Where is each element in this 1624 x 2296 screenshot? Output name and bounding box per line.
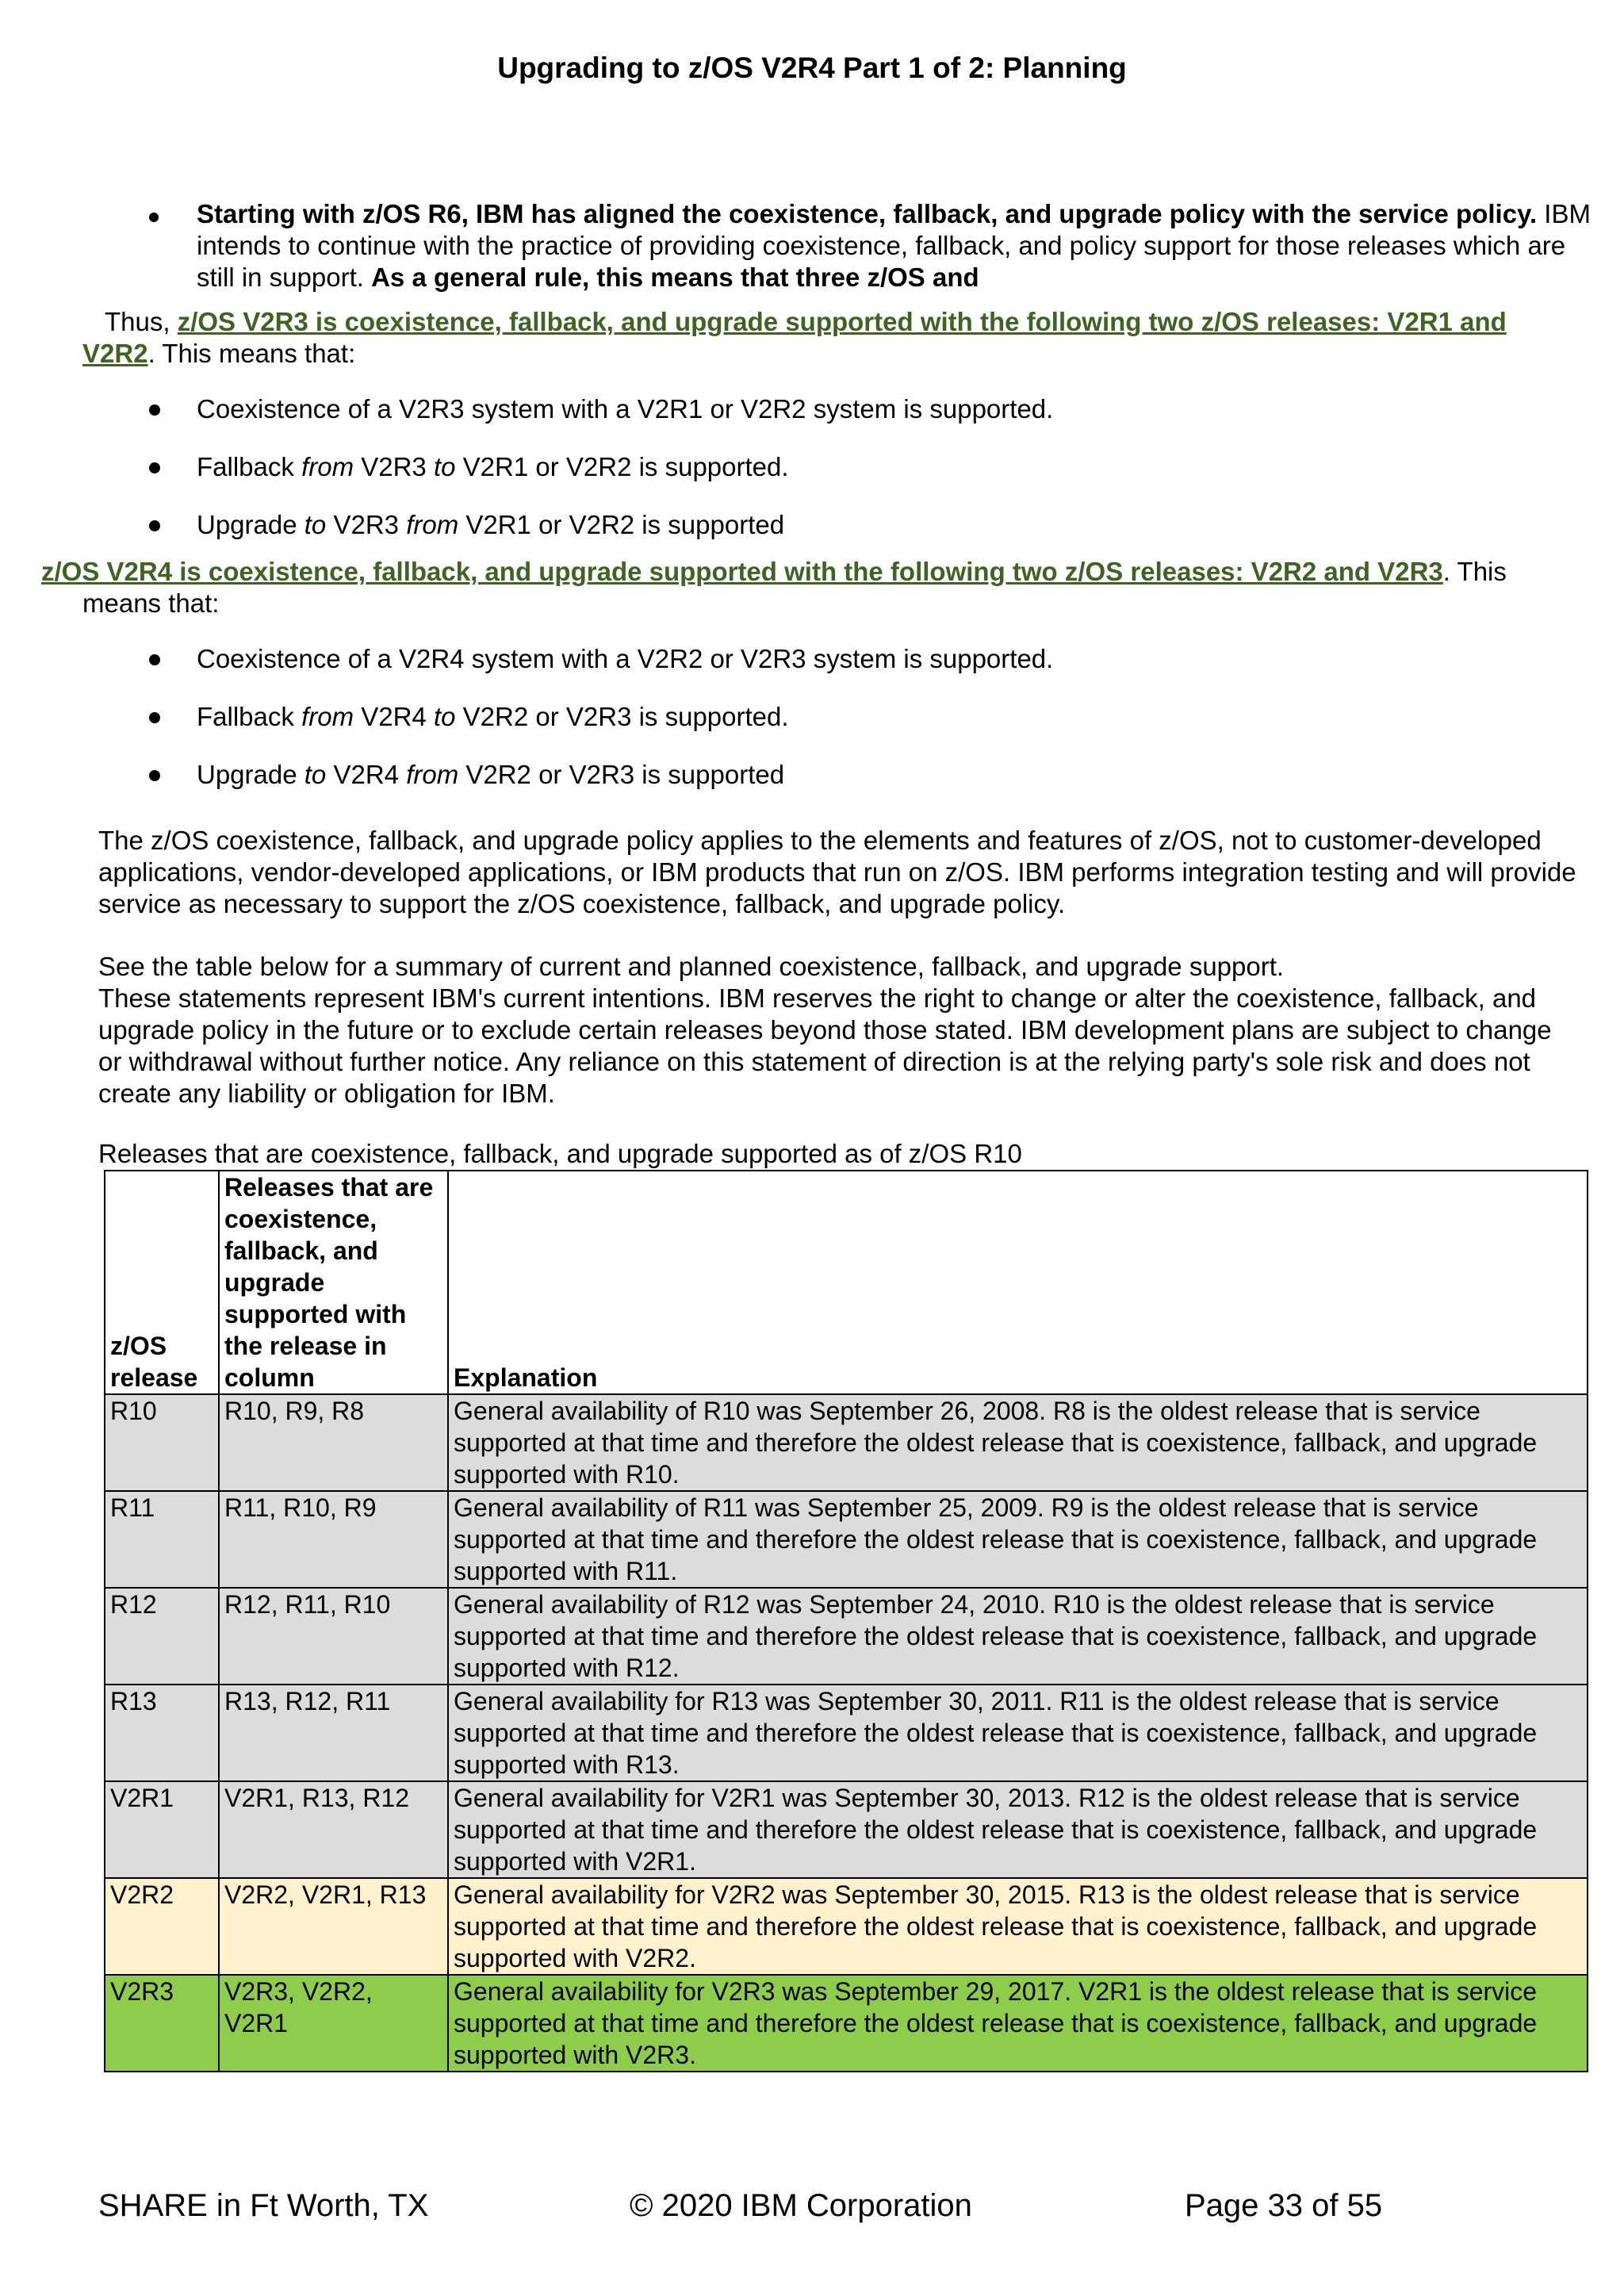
cell-explanation: General availability of R12 was September 24, 2010. R10 is the oldest release that is service supported at that time and therefore the oldest release that is coexistence, fallback, and upgrade supported with R12. (448, 1588, 1588, 1685)
cell-release: R12 (105, 1588, 219, 1685)
bullet-text: Fallback (197, 452, 302, 481)
list-item (197, 393, 1053, 425)
intro-body: IBM intends to continue with the practice of providing coexistence, fallback, and policy support for those releases which are still in support. (197, 199, 1591, 292)
cell-explanation: General availability of R10 was September 26, 2008. R8 is the oldest release that is service supported at that time and therefore the oldest release that is coexistence, fallback, and upgrade supported with R10. (448, 1394, 1588, 1491)
cell-explanation: General availability of R11 was September 25, 2009. R9 is the oldest release that is service supported at that time and therefore the oldest release that is coexistence, fallback, and upgrade supported with R11. (448, 1491, 1588, 1588)
cell-explanation: General availability for R13 was September 30, 2011. R11 is the oldest release that is service supported at that time and therefore the oldest release that is coexistence, fallback, and upgrade supported with R13. (448, 1685, 1588, 1781)
bullet-text: V2R2 or V2R3 is supported. (455, 702, 789, 731)
cell-supported: R12, R11, R10 (219, 1588, 448, 1685)
header-supported: Releases that are coexistence, fallback, and upgrade supported with the release in column (219, 1171, 448, 1394)
bullet-text: V2R3 (326, 510, 407, 539)
bullet-icon (149, 213, 159, 222)
bullet-text: V2R4 (354, 702, 434, 731)
bullet-emphasis: from (406, 510, 459, 539)
v2r4-highlight-link[interactable]: z/OS V2R4 is coexistence, fallback, and upgrade supported with the following two z/OS releases: V2R2 and V2R3 (41, 557, 1443, 586)
header-explanation: Explanation (448, 1171, 1588, 1394)
v2r4-suffix: . This means that: (82, 557, 1507, 618)
v2r3-prefix: Thus, (105, 307, 178, 336)
bullet-emphasis: from (301, 452, 354, 481)
bullet-emphasis: to (433, 452, 456, 481)
header-release: z/OS release (105, 1171, 219, 1394)
v2r3-statement (82, 306, 1510, 370)
v2r3-suffix: . This means that: (147, 339, 356, 368)
cell-release: R11 (105, 1491, 219, 1588)
table-row (105, 1975, 1588, 2072)
v2r3-highlight-link[interactable]: z/OS V2R3 is coexistence, fallback, and upgrade supported with the following two z/OS releases: V2R1 and V2R2 (82, 307, 1507, 368)
policy-paragraph: The z/OS coexistence, fallback, and upgrade policy applies to the elements and features of z/OS, not to customer-developed applications, vendor-developed applications, or IBM products that run on z/OS. IBM performs integration testing and will provide service as necessary to support the z/OS coexistence, fallback, and upgrade policy. (98, 826, 1576, 918)
bullet-icon (149, 520, 160, 531)
footer-left: SHARE in Ft Worth, TX (98, 2188, 429, 2223)
bullet-text: Upgrade (197, 510, 304, 539)
bullet-text: V2R4 (326, 760, 407, 789)
footer-copyright: © 2020 IBM Corporation (630, 2188, 972, 2223)
bullet-text: Coexistence of a V2R3 system with a V2R1 or V2R2 system is supported. (197, 394, 1054, 424)
cell-explanation: General availability for V2R3 was September 29, 2017. V2R1 is the oldest release that is service supported at that time and therefore the oldest release that is coexistence, fallback, and upgrade supported with V2R3. (448, 1975, 1588, 2072)
bullet-text: Upgrade (197, 760, 304, 789)
intro-bold-lead: Starting with z/OS R6, IBM has aligned the coexistence, fallback, and upgrade policy with the service policy. (197, 199, 1538, 228)
cell-release: R10 (105, 1394, 219, 1491)
cell-explanation: General availability for V2R2 was September 30, 2015. R13 is the oldest release that is service supported at that time and therefore the oldest release that is coexistence, fallback, and upgrade supported with V2R2. (448, 1878, 1588, 1975)
bullet-text: V2R3 (354, 452, 434, 481)
cell-supported: R13, R12, R11 (219, 1685, 448, 1781)
bullet-text: V2R1 or V2R2 is supported. (455, 452, 789, 481)
bullet-text: Fallback (197, 702, 302, 731)
intro-bold-tail: As a general rule, this means that three z/OS and (371, 263, 979, 292)
list-item (197, 759, 784, 791)
bullet-emphasis: from (406, 760, 459, 789)
cell-release: V2R1 (105, 1781, 219, 1878)
bullet-emphasis: to (304, 760, 327, 789)
bullet-icon (149, 462, 160, 473)
bullet-text: V2R2 or V2R3 is supported (458, 760, 785, 789)
cell-release: V2R2 (105, 1878, 219, 1975)
cell-supported: R11, R10, R9 (219, 1491, 448, 1588)
cell-release: V2R3 (105, 1975, 219, 2072)
bullet-emphasis: to (304, 510, 327, 539)
cell-supported: V2R1, R13, R12 (219, 1781, 448, 1878)
cell-supported: V2R3, V2R2, V2R1 (219, 1975, 448, 2072)
table-row (105, 1491, 1588, 1588)
list-item (197, 701, 789, 733)
list-item (197, 643, 1053, 675)
list-item (197, 451, 789, 483)
bullet-emphasis: from (301, 702, 354, 731)
table-header-row (105, 1171, 1588, 1394)
table-row (105, 1588, 1588, 1685)
cell-supported: V2R2, V2R1, R13 (219, 1878, 448, 1975)
bullet-icon (149, 770, 160, 781)
table-row (105, 1878, 1588, 1975)
table-row (105, 1394, 1588, 1491)
page-title: Upgrading to z/OS V2R4 Part 1 of 2: Planning (497, 52, 1127, 84)
cell-supported: R10, R9, R8 (219, 1394, 448, 1491)
v2r4-statement (41, 556, 1510, 619)
table-caption: Releases that are coexistence, fallback, and upgrade supported as of z/OS R10 (98, 1139, 1022, 1168)
table-row (105, 1685, 1588, 1781)
list-item (197, 509, 784, 541)
bullet-text: V2R1 or V2R2 is supported (458, 510, 785, 539)
bullet-emphasis: to (433, 702, 456, 731)
statement-paragraph: See the table below for a summary of current and planned coexistence, fallback, and upgrade support. These statements represent IBM's current intentions. IBM reserves the right to change or alter the coexistence, fallback, and upgrade policy in the future or to exclude certain releases beyond those stated. IBM development plans are subject to change or withdrawal without further notice. Any reliance on this statement of direction is at the relying party's sole risk and does not create any liability or obligation for IBM. (98, 952, 1552, 1108)
footer-page-number: Page 33 of 55 (1185, 2188, 1383, 2223)
bullet-text: Coexistence of a V2R4 system with a V2R2 or V2R3 system is supported. (197, 644, 1054, 673)
release-table (104, 1170, 1588, 2072)
cell-explanation: General availability for V2R1 was September 30, 2013. R12 is the oldest release that is service supported at that time and therefore the oldest release that is coexistence, fallback, and upgrade supported with V2R1. (448, 1781, 1588, 1878)
bullet-icon (149, 404, 160, 416)
intro-bullet-text (197, 198, 1592, 293)
bullet-icon (149, 654, 160, 665)
bullet-icon (149, 712, 160, 723)
table-row (105, 1781, 1588, 1878)
cell-release: R13 (105, 1685, 219, 1781)
